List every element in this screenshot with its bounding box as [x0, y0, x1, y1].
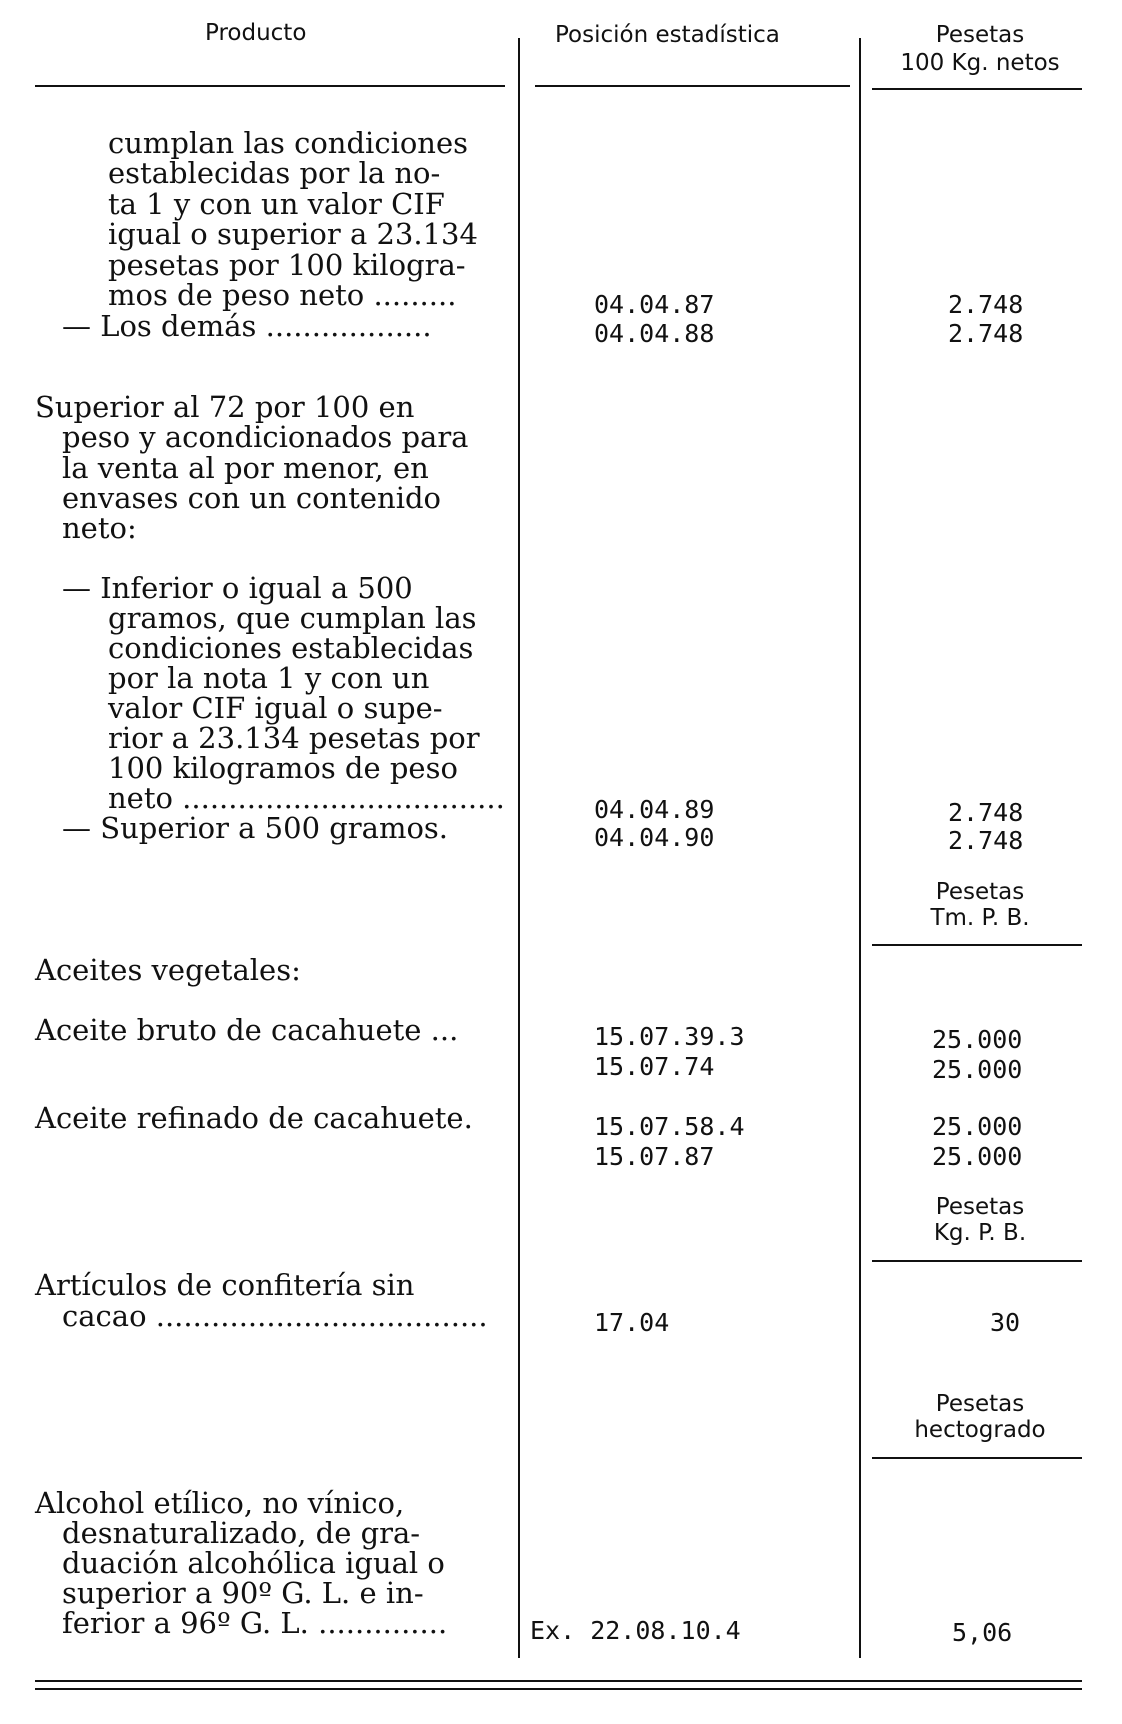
- row-e-price2: 25.000: [932, 1055, 1023, 1084]
- row-a-line4: igual o superior a 23.134: [108, 217, 478, 251]
- row-c8-position: 04.04.89: [594, 795, 715, 824]
- row-a-line6: mos de peso neto .........: [108, 278, 457, 312]
- column-divider-1: [518, 38, 520, 1658]
- row-c-line1: — Inferior o igual a 500: [62, 571, 413, 605]
- row-a7-position: 04.04.88: [594, 319, 715, 348]
- row-h-line1: Alcohol etílico, no vínico,: [35, 1486, 405, 1520]
- row-c-line2: gramos, que cumplan las: [108, 601, 477, 635]
- unit-4-line2: hectogrado: [914, 1417, 1046, 1443]
- unit-2-line1: Pesetas: [935, 879, 1025, 905]
- row-a-line2: establecidas por la no-: [108, 156, 441, 190]
- header-rule-position: [535, 85, 850, 87]
- unit-3-line1: Pesetas: [935, 1194, 1025, 1220]
- row-h5-price: 5,06: [952, 1618, 1013, 1647]
- row-b-line4: envases con un contenido: [62, 481, 441, 515]
- row-h-line5: ferior a 96º G. L. ..............: [62, 1606, 448, 1640]
- row-h-line3: duación alcohólica igual o: [62, 1546, 445, 1580]
- row-b-line5: neto:: [62, 511, 137, 545]
- row-c-line3: condiciones establecidas: [108, 631, 474, 665]
- row-e-price1: 25.000: [932, 1025, 1023, 1054]
- row-c9-position: 04.04.90: [594, 823, 715, 852]
- row-b-line1: Superior al 72 por 100 en: [35, 390, 415, 424]
- row-e-line1: Aceite bruto de cacahuete ...: [35, 1013, 459, 1047]
- bottom-rule-1: [35, 1680, 1082, 1682]
- unit-2-line2: Tm. P. B.: [930, 905, 1030, 931]
- unit-4-line1: Pesetas: [935, 1391, 1025, 1417]
- header-price-line1: Pesetas: [935, 22, 1025, 48]
- row-a-line7: — Los demás ..................: [62, 309, 432, 343]
- row-g2-position: 17.04: [594, 1308, 670, 1337]
- column-divider-2: [859, 38, 861, 1658]
- row-c-line9: — Superior a 500 gramos.: [62, 811, 449, 845]
- header-rule-price: [872, 88, 1082, 90]
- row-c-line8: neto ...................................: [108, 781, 505, 815]
- row-g2-price: 30: [990, 1308, 1021, 1337]
- row-f-price1: 25.000: [932, 1112, 1023, 1141]
- row-a6-position: 04.04.87: [594, 290, 715, 319]
- row-c9-price: 2.748: [948, 826, 1024, 855]
- row-h5-position: Ex. 22.08.10.4: [530, 1616, 741, 1645]
- header-rule-product: [35, 85, 505, 87]
- row-a7-price: 2.748: [948, 319, 1024, 348]
- row-h-line4: superior a 90º G. L. e in-: [62, 1576, 424, 1610]
- row-c-line7: 100 kilogramos de peso: [108, 751, 458, 785]
- row-d-line1: Aceites vegetales:: [35, 953, 301, 987]
- bottom-rule-2: [35, 1688, 1082, 1690]
- row-h-line2: desnaturalizado, de gra-: [62, 1516, 421, 1550]
- row-g-line2: cacao ....................................: [62, 1299, 488, 1333]
- header-price-line2: 100 Kg. netos: [900, 50, 1060, 76]
- row-c-line5: valor CIF igual o supe-: [108, 691, 443, 725]
- row-b-line2: peso y acondicionados para: [62, 420, 469, 454]
- row-a6-price: 2.748: [948, 290, 1024, 319]
- row-f-position1: 15.07.58.4: [594, 1112, 745, 1141]
- unit-3-line2: Kg. P. B.: [933, 1220, 1027, 1246]
- row-e-position1: 15.07.39.3: [594, 1022, 745, 1051]
- row-b-line3: la venta al por menor, en: [62, 451, 429, 485]
- row-g-line1: Artículos de confitería sin: [35, 1268, 415, 1302]
- row-a-line3: ta 1 y con un valor CIF: [108, 187, 445, 221]
- row-c8-price: 2.748: [948, 798, 1024, 827]
- row-f-position2: 15.07.87: [594, 1142, 715, 1171]
- row-f-line1: Aceite refinado de cacahuete.: [35, 1101, 473, 1135]
- row-e-position2: 15.07.74: [594, 1052, 715, 1081]
- row-c-line4: por la nota 1 y con un: [108, 661, 430, 695]
- row-c-line6: rior a 23.134 pesetas por: [108, 721, 480, 755]
- unit-3-rule: [872, 1260, 1082, 1262]
- unit-2-rule: [872, 944, 1082, 946]
- row-f-price2: 25.000: [932, 1142, 1023, 1171]
- row-a-line1: cumplan las condiciones: [108, 126, 469, 160]
- row-a-line5: pesetas por 100 kilogra-: [108, 248, 466, 282]
- header-product: Producto: [205, 20, 307, 46]
- header-position: Posición estadística: [555, 22, 780, 48]
- unit-4-rule: [872, 1457, 1082, 1459]
